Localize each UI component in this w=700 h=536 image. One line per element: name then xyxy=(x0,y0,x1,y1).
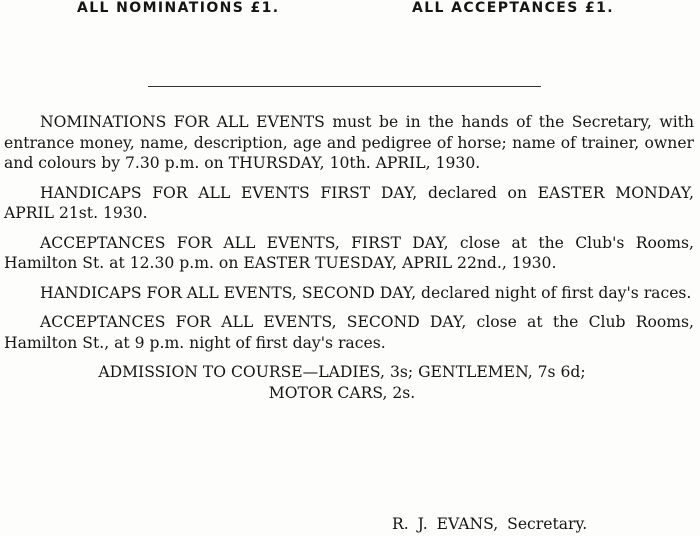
acceptances-first-day-paragraph: ACCEPTANCES FOR ALL EVENTS, FIRST DAY, close at the Club's Rooms, Hamilton St. at 12.30 p.m. on EASTER TUESDAY, APRIL 22nd., 1930. xyxy=(4,233,694,272)
acceptances-second-day-paragraph: ACCEPTANCES FOR ALL EVENTS, SECOND DAY, close at the Club Rooms, Hamilton St., at 9 p.m. night of first day's races. xyxy=(4,313,694,352)
notice-body xyxy=(4,112,694,403)
nominations-fee: ALL NOMINATIONS £1. xyxy=(77,0,280,16)
handicaps-second-day-paragraph: HANDICAPS FOR ALL EVENTS, SECOND DAY, declared night of first day's races. xyxy=(40,283,692,302)
fees-header xyxy=(0,0,700,24)
motor-cars-line: MOTOR CARS, 2s. xyxy=(268,383,416,402)
handicaps-first-day-paragraph: HANDICAPS FOR ALL EVENTS FIRST DAY, declared on EASTER MONDAY, APRIL 21st. 1930. xyxy=(4,183,694,222)
secretary-signature: R. J. EVANS, Secretary. xyxy=(392,515,588,533)
divider-rule xyxy=(148,86,541,87)
nominations-paragraph: NOMINATIONS FOR ALL EVENTS must be in the hands of the Secretary, with entrance money, name, description, age and pedigree of horse; name of trainer, owner and colours by 7.30 p.m. on THURSDAY, 10th. APRIL, 1930. xyxy=(4,113,694,172)
acceptances-fee: ALL ACCEPTANCES £1. xyxy=(412,0,614,16)
admission-line: ADMISSION TO COURSE—LADIES, 3s; GENTLEMEN, 7s 6d; xyxy=(98,363,586,381)
